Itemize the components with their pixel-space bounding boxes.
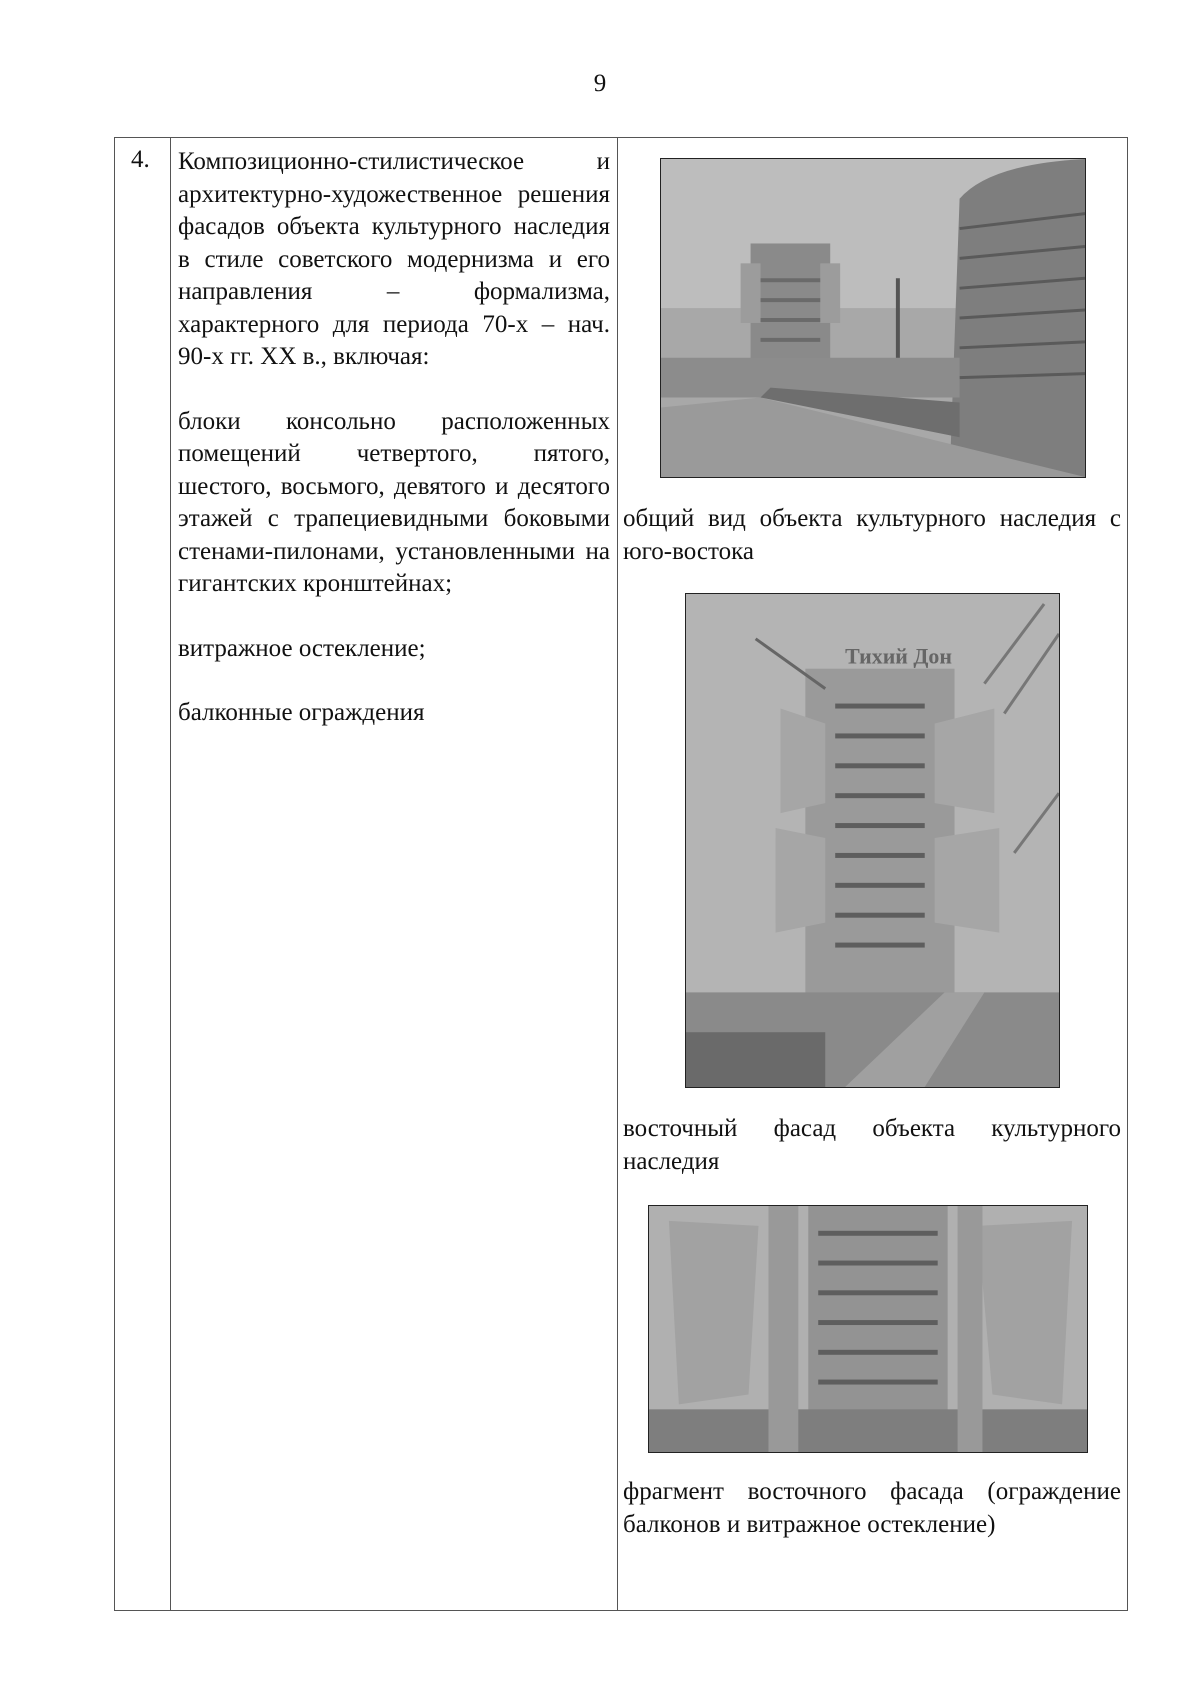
column-divider xyxy=(617,138,618,1610)
page-number: 9 xyxy=(593,70,607,97)
photo-east-facade-caption: восточный фасад объекта культурного наследия xyxy=(623,1115,1121,1175)
description-glazing: витражное остекление; xyxy=(178,634,426,662)
description-consoles: блоки консольно расположенных помещений четвертого, пятого, шестого, восьмого, девятого и десятого этажей с трапециевидными боковыми стенами-пилонами, установленными на гигантских кронштейнах; xyxy=(178,407,610,597)
photo-facade-fragment xyxy=(648,1205,1088,1453)
photo-general-view xyxy=(660,158,1086,478)
photo-general-view-caption: общий вид объекта культурного наследия с юго-востока xyxy=(623,505,1121,565)
building-sign: Тихий Дон xyxy=(845,643,952,669)
monument-features-table xyxy=(114,137,1128,1611)
photo-east-facade xyxy=(685,593,1060,1088)
row-number: 4. xyxy=(131,146,150,173)
feature-description xyxy=(178,146,610,730)
column-divider xyxy=(170,138,171,1610)
description-intro: Композиционно-стилистическое и архитектурно-художественное решения фасадов объекта культурного наследия в стиле советского модернизма и его направления – формализма, характерного для периода 70-х – нач. 90-х гг. XX в., включая: xyxy=(178,148,610,370)
description-balconies: балконные ограждения xyxy=(178,699,425,726)
photo-facade-fragment-caption: фрагмент восточного фасада (ограждение балконов и витражное остекление) xyxy=(623,1478,1121,1538)
